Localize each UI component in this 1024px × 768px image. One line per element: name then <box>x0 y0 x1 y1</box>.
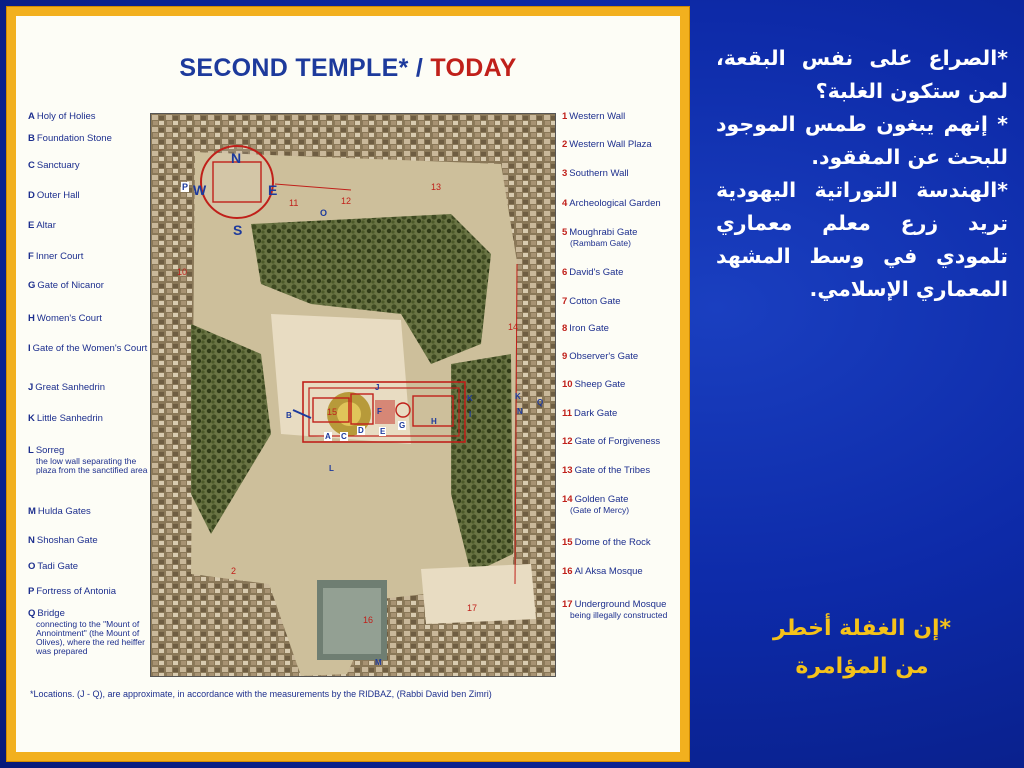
legend-item: F Inner Court <box>28 251 84 262</box>
footnote: *Locations. (J - Q), are approximate, in accordance with the measurements by the RIDBAZ, (Rabbi David ben Zimri) <box>30 689 492 699</box>
map-sheet <box>16 16 680 752</box>
legend-item: G Gate of Nicanor <box>28 280 104 291</box>
legend-item: J Great Sanhedrin <box>28 382 106 393</box>
legend-item: 11 Dark Gate <box>562 408 618 419</box>
map-label-2: 2 <box>231 566 237 576</box>
title-today: TODAY <box>430 54 517 82</box>
map-label-17: 17 <box>467 603 478 613</box>
compass-e: E <box>268 182 278 198</box>
arabic-paragraph: * إنهم يبغون طمس الموجود للبحث عن المفقود. <box>716 112 1008 169</box>
map-label-j: J <box>375 383 380 392</box>
legend-item: 9 Observer's Gate <box>562 351 639 362</box>
legend-item: 4 Archeological Garden <box>562 198 661 209</box>
legend-item: N Shoshan Gate <box>28 535 98 546</box>
map-label-m: M <box>375 658 382 667</box>
compass-o: O <box>320 208 328 218</box>
map-label-q: Q <box>537 398 544 407</box>
legend-item: P Fortress of Antonia <box>28 586 117 597</box>
legend-item: 7 Cotton Gate <box>562 296 621 307</box>
compass-w: W <box>193 182 207 198</box>
arabic-highlight-line: من المؤامرة <box>795 654 929 679</box>
map-label-16: 16 <box>363 615 374 625</box>
legend-item: E Altar <box>28 220 56 231</box>
legend-item: 15 Dome of the Rock <box>562 537 651 548</box>
map-title <box>16 54 680 83</box>
legend-item: L Sorreg the low wall separating the plaza from the sanctified area <box>28 445 148 475</box>
map-label-14: 14 <box>508 322 519 332</box>
map-label-b: B <box>286 411 292 420</box>
legend-item: O Tadi Gate <box>28 561 79 572</box>
map-label-l: L <box>329 464 334 473</box>
legend-item: K Little Sanhedrin <box>28 413 103 424</box>
map-label-d: D <box>358 426 364 435</box>
map-label-g: G <box>399 421 406 430</box>
map-label-10: 10 <box>177 267 188 277</box>
legend-item: 14 Golden Gate (Gate of Mercy) <box>562 494 630 515</box>
map-label-c: C <box>341 432 347 441</box>
arabic-text-block <box>716 42 1008 306</box>
map-label-n: N <box>517 407 523 416</box>
legend-item: 13 Gate of the Tribes <box>562 465 651 476</box>
legend-item: D Outer Hall <box>28 190 80 201</box>
legend-item: 17 Underground Mosque being illegally constructed <box>562 599 668 620</box>
legend-item: H Women's Court <box>28 313 102 324</box>
arabic-highlight-line: *إن الغفلة أخطر <box>772 616 952 641</box>
arabic-paragraph: *الهندسة التوراتية اليهودية تريد زرع معلم معماري تلمودي في وسط المشهد المعماري الإسلامي. <box>716 178 1008 301</box>
compass-s: S <box>233 222 243 238</box>
aerial-map <box>150 113 556 677</box>
legend-item: 10 Sheep Gate <box>562 379 626 390</box>
map-label-k: K <box>467 394 473 403</box>
map-label-15: 15 <box>327 407 338 417</box>
legend-item: 5 Moughrabi Gate (Rambam Gate) <box>562 227 638 248</box>
map-label-13: 13 <box>431 182 442 192</box>
title-second-temple: SECOND TEMPLE* / <box>179 54 431 82</box>
compass-p: P <box>182 182 189 192</box>
map-label-11: 11 <box>289 198 299 208</box>
legend-item: A Holy of Holies <box>28 111 96 122</box>
arabic-paragraph: *الصراع على نفس البقعة، لمن ستكون الغلبة؟ <box>716 46 1008 103</box>
map-label-i: I <box>469 410 472 419</box>
legend-item: 1 Western Wall <box>562 111 626 122</box>
legend-item: B Foundation Stone <box>28 133 112 144</box>
legend-item: M Hulda Gates <box>28 506 91 517</box>
legend-item: 3 Southern Wall <box>562 168 629 179</box>
map-label-f: F <box>377 407 382 416</box>
legend-item: C Sanctuary <box>28 160 80 171</box>
legend-item: 6 David's Gate <box>562 267 624 278</box>
compass-n: N <box>231 150 242 166</box>
legend-item: 2 Western Wall Plaza <box>562 139 652 150</box>
slide-image-frame <box>6 6 690 762</box>
map-label-e: E <box>380 427 386 436</box>
legend-item: 16 Al Aksa Mosque <box>562 566 643 577</box>
map-label-12: 12 <box>341 196 352 206</box>
legend-item: 12 Gate of Forgiveness <box>562 436 661 447</box>
arabic-highlight <box>716 610 1008 686</box>
map-label-k2: K <box>515 392 521 401</box>
map-label-a: A <box>325 432 331 441</box>
legend-item: Q Bridge connecting to the "Mount of Annointment" (the Mount of Olives), where the red heiffer was prepared <box>28 608 145 656</box>
map-label-h: H <box>431 417 437 426</box>
legend-item: I Gate of the Women's Court <box>28 343 148 354</box>
legend-item: 8 Iron Gate <box>562 323 609 334</box>
